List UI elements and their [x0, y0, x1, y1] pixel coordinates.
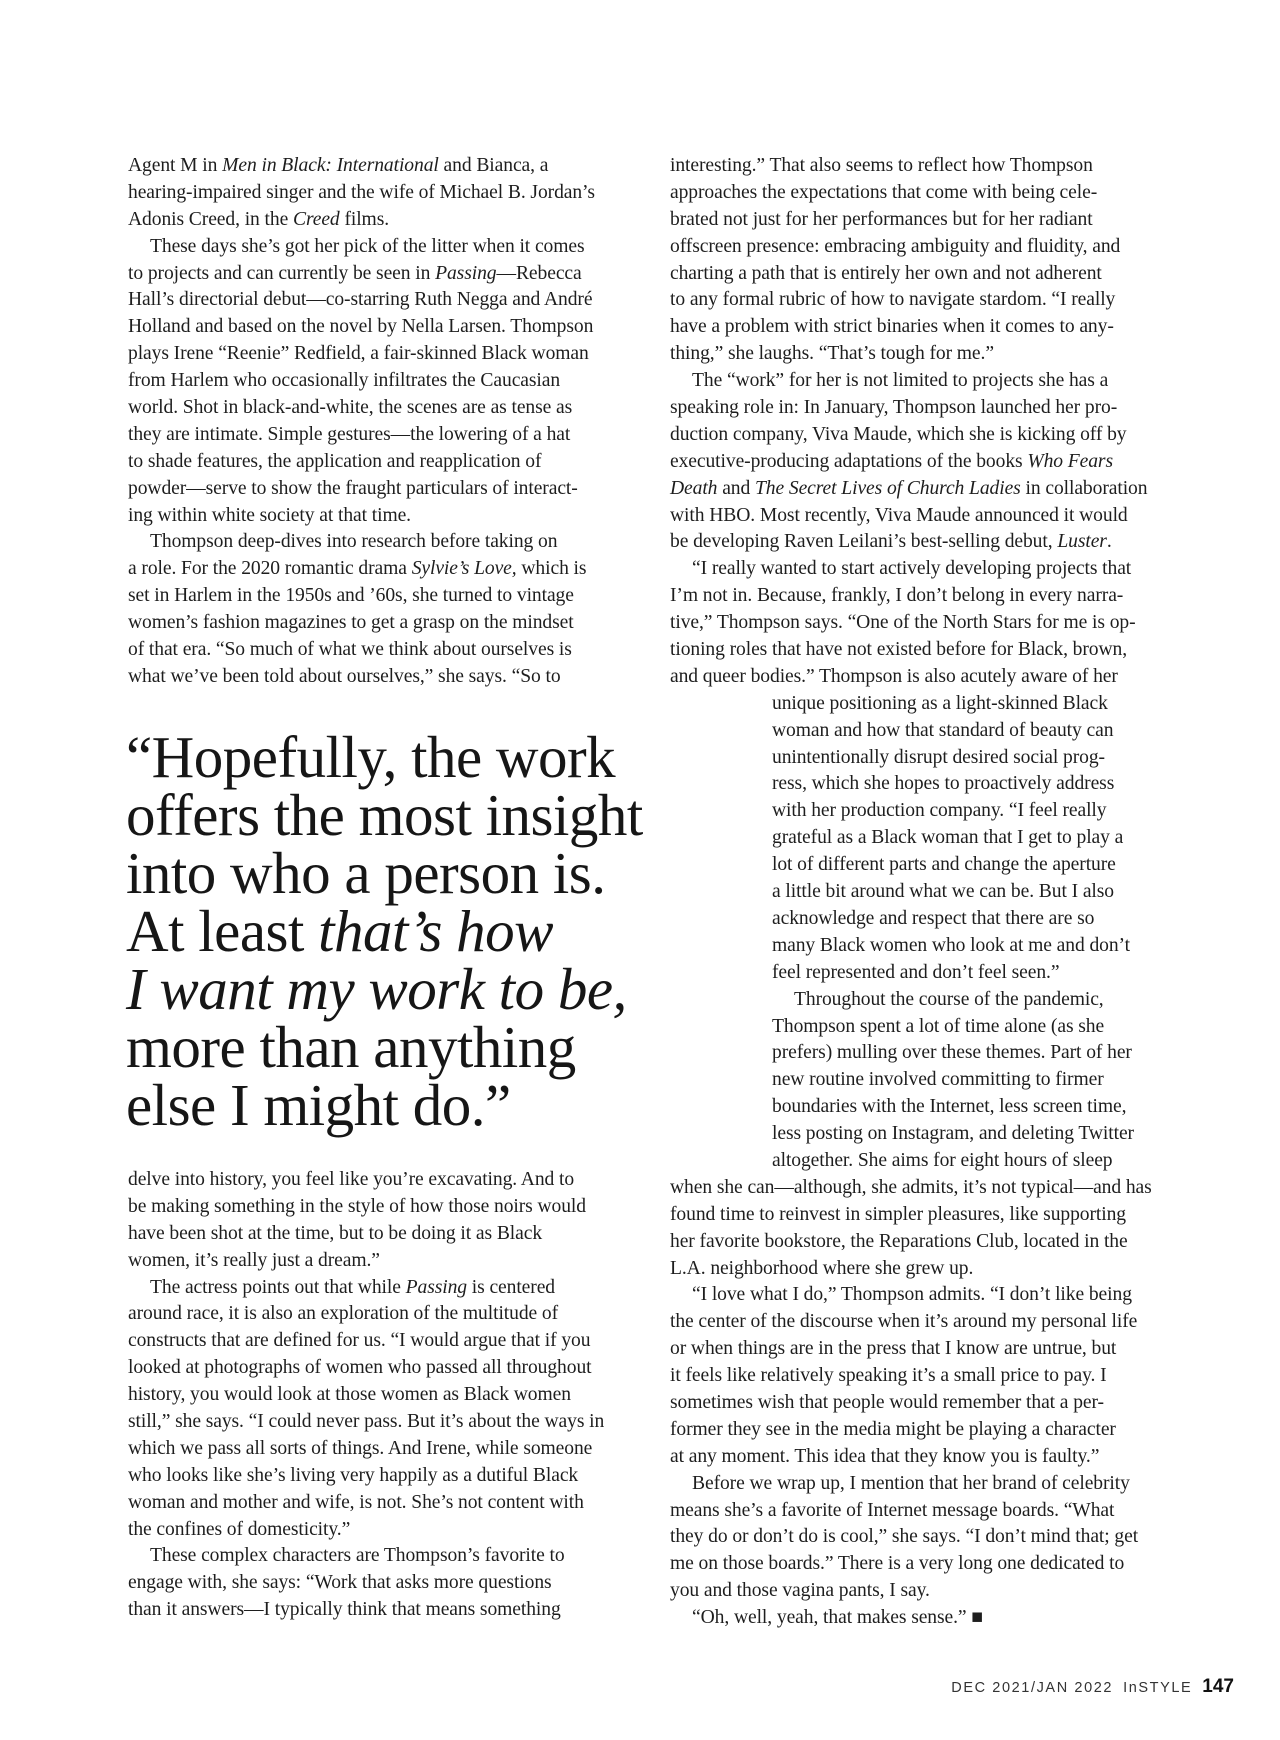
- text-line: [128, 610, 595, 637]
- text-line: [128, 583, 595, 610]
- text-line: [670, 1309, 1152, 1336]
- text-segment: Agent M in: [128, 155, 223, 176]
- text-segment: a role. For the 2020 romantic drama: [128, 558, 412, 580]
- text-line: [126, 1072, 643, 1138]
- text-segment: world. Shot in black-and-white, the scenes are as tense as: [128, 397, 573, 419]
- text-segment: altogether. She aims for eight hours of sleep: [772, 1149, 1113, 1171]
- text-segment: feel represented and don’t feel seen.”: [772, 961, 1060, 983]
- text-line: [670, 771, 1152, 798]
- italic-title: Luster: [1057, 531, 1107, 553]
- text-segment: be developing Raven Leilani’s best-selling debut,: [670, 531, 1058, 553]
- italic-title: Death: [670, 477, 718, 499]
- text-line: [670, 529, 1152, 556]
- text-segment: ing within white society at that time.: [128, 504, 411, 526]
- text-segment: unintentionally disrupt desired social prog-: [772, 746, 1105, 768]
- text-segment: woman and how that standard of beauty can: [772, 719, 1114, 741]
- text-segment: and queer bodies.” Thompson is also acutely aware of her: [670, 665, 1118, 687]
- italic-title: The Secret Lives of Church Ladies: [754, 477, 1021, 499]
- text-segment: to shade features, the application and reapplication of: [128, 450, 542, 472]
- italic-title: Passing: [405, 1276, 467, 1298]
- text-segment: they are intimate. Simple gestures—the lowering of a hat: [128, 423, 571, 445]
- text-segment: her favorite bookstore, the Reparations Club, located in the: [670, 1230, 1128, 1252]
- text-line: [670, 691, 1152, 718]
- text-line: [128, 664, 595, 691]
- text-line: [128, 287, 595, 314]
- text-line: [670, 395, 1152, 422]
- text-line: [670, 1202, 1152, 1229]
- text-line: [670, 207, 1152, 234]
- italic-title: Sylvie’s Love,: [411, 558, 517, 580]
- text-segment: means she’s a favorite of Internet message boards. “What: [670, 1499, 1115, 1521]
- text-segment: history, you would look at those women as Black women: [128, 1384, 571, 1406]
- text-segment: grateful as a Black woman that I get to play a: [772, 827, 1124, 849]
- text-line: [670, 1444, 1152, 1471]
- text-segment: prefers) mulling over these themes. Part of her: [772, 1042, 1132, 1064]
- text-line: [128, 207, 595, 234]
- text-line: [670, 1336, 1152, 1363]
- text-line: [128, 1248, 604, 1275]
- italic-title: Passing: [435, 262, 497, 284]
- text-line: [128, 314, 595, 341]
- text-segment: with HBO. Most recently, Viva Maude announced it would: [670, 504, 1128, 526]
- text-line: [670, 556, 1152, 583]
- text-line: [126, 840, 643, 906]
- text-segment: which is: [516, 558, 587, 580]
- text-line: [670, 287, 1152, 314]
- text-line: [128, 1570, 604, 1597]
- text-segment: woman and mother and wife, is not. She’s not content with: [128, 1491, 584, 1513]
- text-line: [128, 1167, 604, 1194]
- text-line: [126, 1014, 643, 1080]
- text-segment: These days she’s got her pick of the litter when it comes: [150, 235, 585, 257]
- text-segment: more than anything: [126, 1014, 576, 1080]
- text-segment: unique positioning as a light-skinned Black: [772, 692, 1108, 714]
- text-line: [670, 583, 1152, 610]
- text-segment: Hall’s directorial debut—co-starring Ruth Negga and André: [128, 289, 593, 311]
- text-segment: thing,” she laughs. “That’s tough for me.”: [670, 343, 994, 365]
- italic-title: that’s how: [318, 898, 554, 964]
- text-line: [670, 879, 1152, 906]
- text-segment: Holland and based on the novel by Nella Larsen. Thompson: [128, 316, 594, 338]
- text-line: [670, 745, 1152, 772]
- text-line: [128, 1517, 604, 1544]
- text-segment: women’s fashion magazines to get a grasp on the mindset: [128, 612, 574, 634]
- text-segment: plays Irene “Reenie” Redfield, a fair-skinned Black woman: [128, 343, 589, 365]
- text-line: [670, 1067, 1152, 1094]
- text-segment: duction company, Viva Maude, which she is kicking off by: [670, 423, 1127, 445]
- text-line: [126, 898, 643, 964]
- text-line: [128, 422, 595, 449]
- text-line: [128, 1355, 604, 1382]
- text-segment: into who a person is.: [126, 840, 606, 906]
- article-column-right: [670, 153, 1152, 1632]
- text-line: [128, 153, 595, 180]
- text-line: [670, 798, 1152, 825]
- text-segment: acknowledge and respect that there are so: [772, 907, 1095, 929]
- text-line: [128, 261, 595, 288]
- text-segment: who looks like she’s living very happily as a dutiful Black: [128, 1464, 579, 1486]
- text-segment: me on those boards.” There is a very long one dedicated to: [670, 1553, 1125, 1575]
- text-line: [128, 637, 595, 664]
- text-segment: with her production company. “I feel really: [772, 800, 1107, 822]
- text-segment: tive,” Thompson says. “One of the North Stars for me is op-: [670, 612, 1136, 634]
- text-line: [128, 1382, 604, 1409]
- text-segment: Throughout the course of the pandemic,: [794, 988, 1104, 1010]
- text-segment: hearing-impaired singer and the wife of Michael B. Jordan’s: [128, 181, 595, 203]
- text-line: [670, 1471, 1152, 1498]
- text-line: [126, 724, 643, 790]
- text-line: [128, 1409, 604, 1436]
- text-line: [670, 1524, 1152, 1551]
- text-line: [670, 852, 1152, 879]
- text-line: [670, 503, 1152, 530]
- text-line: [670, 476, 1152, 503]
- text-line: [670, 1498, 1152, 1525]
- text-line: [670, 933, 1152, 960]
- text-segment: and: [717, 477, 755, 499]
- text-line: [670, 261, 1152, 288]
- text-segment: set in Harlem in the 1950s and ’60s, she turned to vintage: [128, 585, 574, 607]
- text-line: [128, 368, 595, 395]
- text-segment: .: [1106, 531, 1112, 553]
- text-line: [670, 1094, 1152, 1121]
- italic-title: Creed: [292, 208, 340, 230]
- text-line: [670, 368, 1152, 395]
- text-segment: a little bit around what we can be. But I also: [772, 881, 1115, 903]
- text-segment: have a problem with strict binaries when it comes to any-: [670, 316, 1114, 338]
- text-segment: have been shot at the time, but to be doing it as Black: [128, 1222, 543, 1244]
- text-line: [670, 1363, 1152, 1390]
- text-line: [670, 1551, 1152, 1578]
- text-segment: L.A. neighborhood where she grew up.: [670, 1257, 974, 1279]
- text-line: [128, 341, 595, 368]
- text-segment: you and those vagina pants, I say.: [670, 1580, 930, 1602]
- text-segment: less posting on Instagram, and deleting Twitter: [772, 1123, 1134, 1145]
- text-segment: found time to reinvest in simpler pleasures, like supporting: [670, 1203, 1127, 1225]
- text-segment: boundaries with the Internet, less screen time,: [772, 1096, 1127, 1118]
- text-segment: many Black women who look at me and don’t: [772, 934, 1130, 956]
- text-line: [670, 1148, 1152, 1175]
- text-segment: when she can—although, she admits, it’s not typical—and has: [670, 1176, 1152, 1198]
- text-line: [670, 234, 1152, 261]
- text-line: [670, 825, 1152, 852]
- text-segment: charting a path that is entirely her own and not adherent: [670, 262, 1102, 284]
- text-line: [128, 1436, 604, 1463]
- text-segment: in collaboration: [1020, 477, 1148, 499]
- text-segment: women, it’s really just a dream.”: [128, 1249, 380, 1271]
- text-segment: offscreen presence: embracing ambiguity and fluidity, and: [670, 235, 1121, 257]
- text-segment: they do or don’t do is cool,” she says. “I don’t mind that; get: [670, 1526, 1139, 1548]
- text-segment: lot of different parts and change the aperture: [772, 854, 1116, 876]
- text-segment: constructs that are defined for us. “I would argue that if you: [128, 1330, 591, 1352]
- text-segment: delve into history, you feel like you’re excavating. And to: [128, 1169, 575, 1190]
- text-line: [670, 1282, 1152, 1309]
- text-segment: still,” she says. “I could never pass. But it’s about the ways in: [128, 1411, 605, 1433]
- text-segment: Adonis Creed, in the: [128, 208, 293, 230]
- text-segment: These complex characters are Thompson’s favorite to: [150, 1545, 565, 1567]
- text-line: [128, 1194, 604, 1221]
- text-segment: of that era. “So much of what we think about ourselves is: [128, 639, 572, 661]
- text-line: [126, 782, 643, 848]
- text-line: [670, 960, 1152, 987]
- text-line: [670, 422, 1152, 449]
- text-segment: brated not just for her performances but for her radiant: [670, 208, 1093, 230]
- text-line: [670, 637, 1152, 664]
- text-segment: and Bianca, a: [438, 155, 549, 176]
- text-segment: films.: [339, 208, 390, 230]
- text-line: [128, 180, 595, 207]
- text-segment: the confines of domesticity.”: [128, 1518, 351, 1540]
- text-segment: at any moment. This idea that they know you is faulty.”: [670, 1445, 1100, 1467]
- text-segment: The actress points out that while: [150, 1276, 406, 1298]
- text-segment: than it answers—I typically think that means something: [128, 1599, 561, 1621]
- text-line: [670, 1121, 1152, 1148]
- text-segment: sometimes wish that people would remember that a per-: [670, 1391, 1104, 1413]
- text-segment: I’m not in. Because, frankly, I don’t belong in every narra-: [670, 585, 1124, 607]
- text-line: [670, 1014, 1152, 1041]
- text-segment: which we pass all sorts of things. And Irene, while someone: [128, 1437, 593, 1459]
- text-segment: tioning roles that have not existed before for Black, brown,: [670, 639, 1128, 661]
- text-line: [126, 956, 643, 1022]
- text-line: [670, 449, 1152, 476]
- text-line: [670, 1175, 1152, 1202]
- text-segment: “I really wanted to start actively developing projects that: [692, 558, 1132, 580]
- text-line: [128, 1301, 604, 1328]
- text-line: [128, 234, 595, 261]
- text-line: [128, 1597, 604, 1624]
- italic-title: Men in Black: International: [222, 155, 439, 176]
- text-segment: looked at photographs of women who passed all throughout: [128, 1357, 592, 1379]
- page-footer: [951, 1676, 1234, 1698]
- text-segment: Thompson deep-dives into research before taking on: [150, 531, 558, 553]
- text-segment: new routine involved committing to firmer: [772, 1069, 1104, 1091]
- text-line: [670, 1256, 1152, 1283]
- text-line: [128, 476, 595, 503]
- text-line: [670, 1229, 1152, 1256]
- text-line: [128, 1275, 604, 1302]
- issue-date: DEC 2021/JAN 2022: [951, 1680, 1114, 1696]
- text-segment: it feels like relatively speaking it’s a small price to pay. I: [670, 1365, 1107, 1387]
- text-segment: is centered: [466, 1276, 555, 1298]
- text-line: [128, 1221, 604, 1248]
- text-line: [670, 180, 1152, 207]
- text-segment: speaking role in: In January, Thompson launched her pro-: [670, 397, 1118, 419]
- text-line: [670, 153, 1152, 180]
- text-segment: executive-producing adaptations of the books: [670, 450, 1028, 472]
- text-line: [128, 556, 595, 583]
- text-segment: powder—serve to show the fraught particulars of interact-: [128, 477, 578, 499]
- page-number: 147: [1202, 1676, 1234, 1697]
- text-line: [670, 1417, 1152, 1444]
- text-segment: or when things are in the press that I know are untrue, but: [670, 1338, 1117, 1360]
- text-line: [128, 1463, 604, 1490]
- text-segment: to projects and can currently be seen in: [128, 262, 436, 284]
- text-segment: Thompson spent a lot of time alone (as she: [772, 1015, 1105, 1037]
- text-segment: engage with, she says: “Work that asks more questions: [128, 1572, 552, 1594]
- text-segment: ress, which she hopes to proactively address: [772, 773, 1115, 795]
- text-segment: “I love what I do,” Thompson admits. “I don’t like being: [692, 1284, 1132, 1306]
- text-segment: to any formal rubric of how to navigate stardom. “I really: [670, 289, 1116, 311]
- text-segment: The “work” for her is not limited to projects she has a: [692, 370, 1109, 392]
- text-segment: approaches the expectations that come with being cele-: [670, 181, 1098, 203]
- magazine-name: InSTYLE: [1123, 1680, 1193, 1696]
- text-line: [670, 610, 1152, 637]
- text-segment: else I might do.”: [126, 1072, 511, 1138]
- text-segment: around race, it is also an exploration of the multitude of: [128, 1303, 559, 1325]
- text-line: [128, 1490, 604, 1517]
- text-segment: “Hopefully, the work: [126, 724, 616, 790]
- text-line: [670, 718, 1152, 745]
- text-line: [128, 529, 595, 556]
- text-segment: former they see in the media might be playing a character: [670, 1418, 1116, 1440]
- text-segment: the center of the discourse when it’s around my personal life: [670, 1311, 1138, 1333]
- text-line: [670, 664, 1152, 691]
- text-line: [128, 1328, 604, 1355]
- text-segment: —Rebecca: [496, 262, 582, 284]
- text-segment: At least: [126, 898, 319, 964]
- pull-quote: [126, 724, 643, 1138]
- text-segment: offers the most insight: [126, 782, 643, 848]
- text-segment: “Oh, well, yeah, that makes sense.” ■: [692, 1607, 984, 1629]
- italic-title: I want my work to be,: [126, 956, 627, 1022]
- text-line: [670, 314, 1152, 341]
- text-segment: from Harlem who occasionally infiltrates the Caucasian: [128, 370, 561, 392]
- text-line: [128, 395, 595, 422]
- article-column-left-top: [128, 153, 595, 691]
- text-line: [670, 1390, 1152, 1417]
- text-segment: what we’ve been told about ourselves,” she says. “So to: [128, 665, 561, 687]
- text-line: [670, 906, 1152, 933]
- text-segment: be making something in the style of how those noirs would: [128, 1195, 586, 1217]
- text-segment: interesting.” That also seems to reflect how Thompson: [670, 155, 1093, 176]
- text-line: [670, 987, 1152, 1014]
- text-segment: Before we wrap up, I mention that her brand of celebrity: [692, 1472, 1130, 1494]
- text-line: [670, 341, 1152, 368]
- text-line: [670, 1578, 1152, 1605]
- text-line: [670, 1605, 1152, 1632]
- text-line: [670, 1040, 1152, 1067]
- text-line: [128, 449, 595, 476]
- text-line: [128, 1543, 604, 1570]
- italic-title: Who Fears: [1027, 450, 1113, 472]
- article-column-left-bottom: [128, 1167, 604, 1624]
- text-line: [128, 503, 595, 530]
